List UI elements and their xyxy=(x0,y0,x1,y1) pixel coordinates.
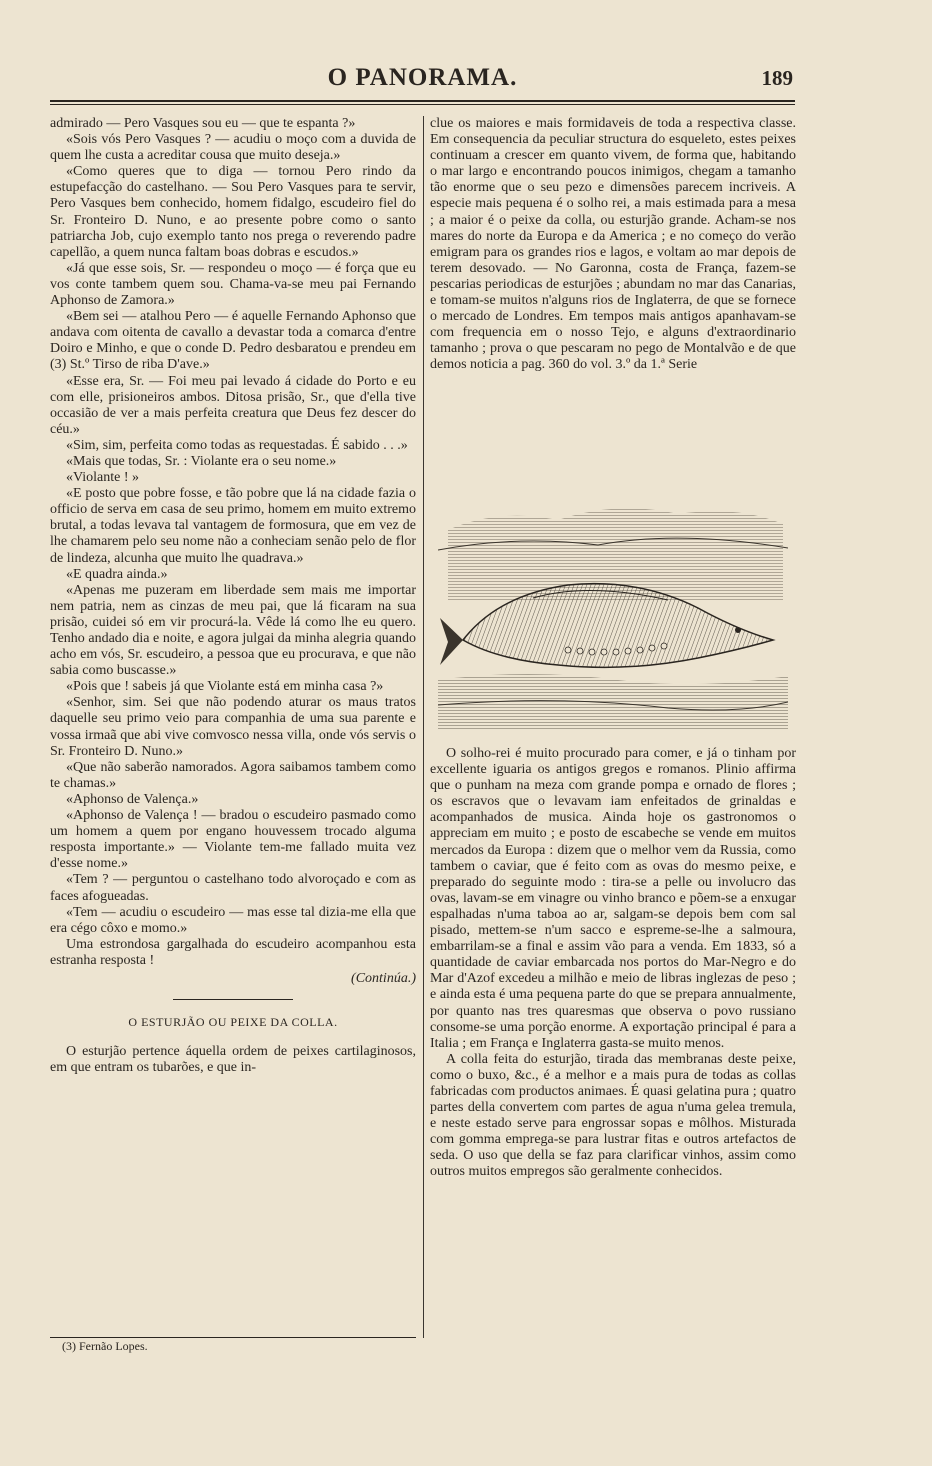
paragraph: «Aphonso de Valença ! — bradou o escudeiro pasmado como um homem a quem por engano houvessem trocado alguma resposta importante.» — Violante tem-me fallado muita vez d'esse nome.» xyxy=(50,808,416,872)
paragraph: «Já que esse sois, Sr. — respondeu o moço — é força que eu vos conte tambem quem sou. Chama-va-se meu pai Fernando Aphonso de Zamora.» xyxy=(50,260,416,309)
paragraph: «Mais que todas, Sr. : Violante era o seu nome.» xyxy=(66,453,337,469)
section-intro: O esturjão pertence áquella ordem de peixes cartilaginosos, em que entram os tubarões, e que in- xyxy=(50,1044,416,1076)
footnote: (3) Fernão Lopes. xyxy=(62,1339,148,1353)
paragraph: «Tem ? — perguntou o castelhano todo alvoroçado e com as faces afogueadas. xyxy=(50,872,416,904)
paragraph: «Sois vós Pero Vasques ? — acudiu o moço com a duvida de quem lhe custa a acreditar cousa que muito deseja.» xyxy=(50,132,416,164)
paragraph: «Tem — acudiu o escudeiro — mas esse tal dizia-me ella que era cégo côxo e momo.» xyxy=(50,904,416,936)
paragraph: «Apenas me puzeram em liberdade sem mais me importar nem patria, nem as cinzas de meu pai, que lá ficaram na sua prisão, cuidei só em vir procurá-la. Vêde lá como lhe eu quero. Tenho andado dia e noite, e agora julgai da minha alegria quando acho em vós, Sr. escudeiro, a pessoa que eu procurava, e que não sabia como buscasse.» xyxy=(50,582,416,679)
paragraph: «Violante ! » xyxy=(66,470,140,486)
paragraph: O solho-rei é muito procurado para comer, e já o tinham por excellente iguaria os antigos gregos e romanos. Plinio affirma que o punham na meza com grande pompa e ornado de flores ; os escravos que o levavam iam enfeitados de grinaldas e acompanhados de musica. Ainda hoje os gastronomos o appreciam em muito ; e posto de escabeche se vende em muitos mercados da Europa : dizem que o melhor vem da Russia, como tambem o caviar, que é feito com as ovas do mesmo peixe, e preparado do seguinte modo : tira-se a pelle ou involucro das ovas, lavam-se em vinagre ou vinho branco e põem-se a enxugar espalhadas n'uma taboa ao ar, salgam-se depois bem com sal pisado, mettem-se n'um sacco e espreme-se-lhe a salmoura, embarrilam-se a final e assim vão para a venda. Em 1833, só a quantidade de caviar embarcada nos portos do Mar-Negro e do Mar d'Azof excedeu a milhão e meio de libras inglezas de peso ; e ainda esta é uma pequena parte do que se prepara annualmente, por quanto nas tres quaresmas que observa o povo russiano consome-se uma porção enorme. A exportação principal é para a Italia ; em França e Inglaterra gasta-se muito menos. xyxy=(430,746,796,1051)
page-header xyxy=(50,64,795,100)
header-rule xyxy=(50,100,795,102)
section-title: O ESTURJÃO OU PEIXE DA COLLA. xyxy=(128,1015,338,1030)
left-column xyxy=(50,116,416,1356)
paragraph: «Como queres que to diga — tornou Pero rindo da estupefacção do castelhano. — Sou Pero Vasques para te servir, Pero Vasques bem conhecido, homem fidalgo, escudeiro fiel do Sr. Fronteiro D. Nuno, e ao presente pobre como o santo patriarcha Job, cujo exemplo tanto nos prega o reverendo padre capellão, a quem nunca faltam boas dobras e escudos.» xyxy=(50,164,416,260)
right-column-top xyxy=(430,116,796,456)
paragraph: A colla feita do esturjão, tirada das membranas deste peixe, como o buxo, &c., é a melhor e a mais pura de todas as collas fabricadas com productos animaes. É quasi gelatina pura ; quatro partes della convertem com partes de agua n'uma gelea tremula, e neste estado serve para engrossar sopas e môlhos. Misturada com gomma emprega-se para lustrar fitas e outros artefactos de seda. O uso que della se faz para clarificar vinhos, assim como outros muitos empregos são geralmente conhecidos. xyxy=(430,1051,796,1180)
right-column-bottom xyxy=(430,746,796,1181)
paragraph: «Esse era, Sr. — Foi meu pai levado á cidade do Porto e eu com elle, prisioneiros ambos. Ditosa prisão, Sr., que d'ella tive occasião de ver a mais perfeita creatura que Deus fez descer do céu.» xyxy=(50,373,416,437)
paragraph: «Bem sei — atalhou Pero — é aquelle Fernando Aphonso que andava com oitenta de cavallo a devastar toda a comarca d'entre Doiro e Minho, e que o conde D. Pedro desbaratou e prendeu em (3) St.º Tirso de riba D'ave.» xyxy=(50,309,416,373)
paragraph: Uma estrondosa gargalhada do escudeiro acompanhou esta estranha resposta ! xyxy=(50,936,416,968)
section-divider xyxy=(173,999,293,1000)
paragraph: «Senhor, sim. Sei que não podendo aturar os maus tratos daquelle seu primo veio para companhia de uma sua parente e vossa irmaã que abi vive comvosco nessa villa, onde vós servis o Sr. Fronteiro D. Nuno.» xyxy=(50,695,416,759)
sturgeon-illustration xyxy=(438,490,788,730)
column-divider xyxy=(423,116,424,1338)
paragraph: «Que não saberão namorados. Agora saibamos tambem como te chamas.» xyxy=(50,759,416,791)
paragraph: clue os maiores e mais formidaveis de toda a respectiva classe. Em consequencia da peculiar structura do esqueleto, estes peixes continuam a crescer em quanto vivem, de forma que, habitando o mar largo e encontrando poucos inimigos, chegam a tamanho tão enorme que o seu pezo e dimensões parecem incriveis. A especie mais pequena é o solho rei, a mais estimada para a mesa ; a maior é o peixe da colla, ou esturjão grande. Acham-se nos mares do norte da Europa e da America ; e no começo do verão emigram para os grandes rios e lagos, e voltam ao mar depois de terem desovado. — No Garonna, costa de França, fazem-se pescarias periodicas de esturjões ; abundam no mar das Canarias, e tomam-se muitos n'alguns rios de Inglaterra, de que se fornece o mercado de Londres. Em tempos mais antigos apanhavam-se com frequencia em o nosso Tejo, e alguns d'extraordinario tamanho ; prova o que pescaram no pego de Montalvão e de que demos noticia a pag. 360 do vol. 3.º da 1.ª Serie xyxy=(430,116,796,373)
paragraph: «Aphonso de Valença.» xyxy=(66,791,199,807)
header-rule-thin xyxy=(50,104,795,105)
page-number: 189 xyxy=(761,66,793,90)
continua-note: (Continúa.) xyxy=(351,970,416,986)
paragraph: admirado — Pero Vasques sou eu — que te espanta ?» xyxy=(50,116,356,131)
running-title: O PANORAMA. xyxy=(327,64,518,91)
sturgeon-engraving xyxy=(438,490,788,730)
paragraph: «Sim, sim, perfeita como todas as requestadas. É sabido . . .» xyxy=(66,437,408,453)
footnote-rule xyxy=(50,1337,416,1338)
paragraph: «Pois que ! sabeis já que Violante está em minha casa ?» xyxy=(66,679,384,695)
paragraph: «E posto que pobre fosse, e tão pobre que lá na cidade fazia o officio de serva em casa de seu primo, homem em muito extremo brutal, a todas levava tal vantagem de formosura, que em vez de lhe chamarem pelo seu nome não a conheciam senão pelo de flor de lindeza, alcunha que muito lhe quadrava.» xyxy=(50,486,416,566)
paragraph: «E quadra ainda.» xyxy=(66,566,168,582)
